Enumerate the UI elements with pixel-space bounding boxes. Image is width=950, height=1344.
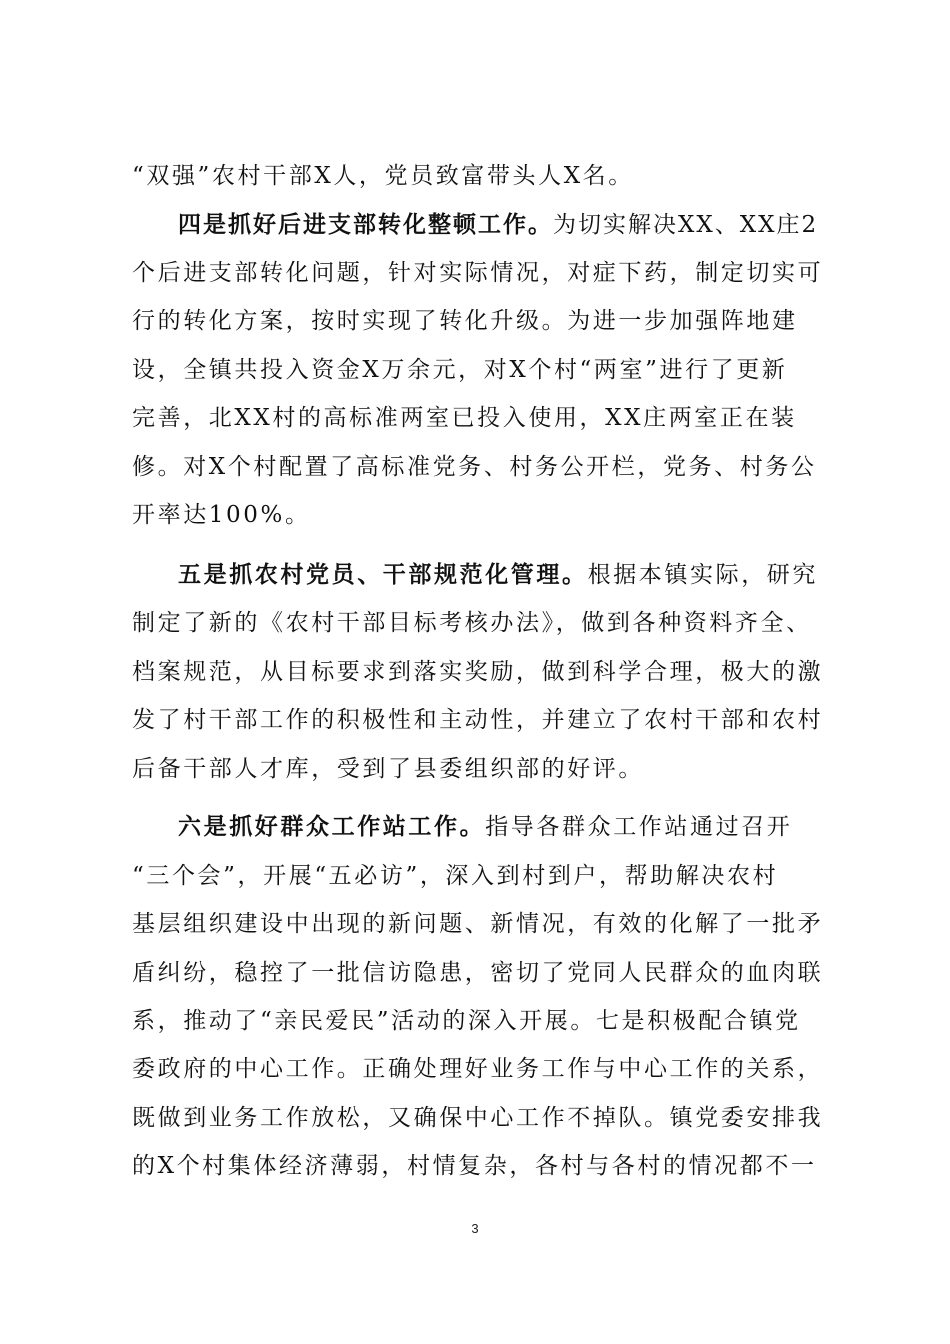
text-line: [132, 356, 822, 384]
line-text: 制定了新的《农村干部目标考核办法》，做到各种资料齐全、: [132, 610, 812, 636]
paragraph-lead: 六是抓好群众工作站工作。: [178, 813, 486, 840]
text-line: [132, 1055, 822, 1083]
paragraph-five-heading: [178, 561, 822, 589]
text-line: [132, 501, 822, 529]
line-text: 发了村干部工作的积极性和主动性，并建立了农村干部和农村: [132, 707, 824, 733]
text-line: [132, 453, 822, 481]
paragraph-four-heading: [178, 211, 822, 239]
paragraph-six-heading: [178, 813, 822, 841]
text-line: [132, 307, 822, 335]
line-text: 指导各群众工作站通过召开: [485, 814, 793, 840]
paragraph-lead: 五是抓农村党员、干部规范化管理。: [178, 561, 588, 588]
line-text: 根据本镇实际，研究: [587, 562, 819, 588]
line-text: 开率达100%。: [132, 502, 311, 528]
line-text: “双强”农村干部X人，党员致富带头人X名。: [132, 163, 634, 189]
text-line: [132, 1007, 822, 1035]
text-line: [132, 658, 822, 686]
line-text: 完善，北XX村的高标准两室已投入使用，XX庄两室正在装: [132, 405, 797, 431]
line-text: 的X个村集体经济薄弱，村情复杂，各村与各村的情况都不一: [132, 1153, 817, 1179]
line-text: 盾纠纷，稳控了一批信访隐患，密切了党同人民群众的血肉联: [132, 960, 824, 986]
text-line: [132, 259, 822, 287]
text-line: [132, 609, 822, 637]
text-line: [132, 1104, 822, 1132]
line-text: 既做到业务工作放松，又确保中心工作不掉队。镇党委安排我: [132, 1105, 824, 1131]
line-text: 修。对X个村配置了高标准党务、村务公开栏，党务、村务公: [132, 454, 817, 480]
text-line: [132, 959, 822, 987]
line-text: 基层组织建设中出现的新问题、新情况，有效的化解了一批矛: [132, 911, 824, 937]
text-line: [132, 404, 822, 432]
paragraph-lead: 四是抓好后进支部转化整顿工作。: [178, 211, 553, 238]
text-line: [132, 1152, 822, 1180]
line-text: 为切实解决XX、XX庄2: [553, 212, 819, 238]
text-line: [132, 910, 822, 938]
line-text: 后备干部人才库，受到了县委组织部的好评。: [132, 756, 644, 782]
line-text: 委政府的中心工作。正确处理好业务工作与中心工作的关系，: [132, 1056, 824, 1082]
text-line: [132, 862, 822, 890]
text-line: [132, 706, 822, 734]
line-text: 个后进支部转化问题，针对实际情况，对症下药，制定切实可: [132, 260, 824, 286]
line-text: 行的转化方案，按时实现了转化升级。为进一步加强阵地建: [132, 308, 798, 334]
text-line: [132, 162, 822, 190]
line-text: 设，全镇共投入资金X万余元，对X个村“两室”进行了更新: [132, 357, 788, 383]
line-text: 系，推动了“亲民爱民”活动的深入开展。七是积极配合镇党: [132, 1008, 801, 1034]
page-number: 3: [471, 1221, 479, 1236]
text-line: [132, 755, 822, 783]
line-text: “三个会”，开展“五必访”，深入到村到户，帮助解决农村: [132, 863, 779, 889]
line-text: 档案规范，从目标要求到落实奖励，做到科学合理，极大的激: [132, 659, 824, 685]
